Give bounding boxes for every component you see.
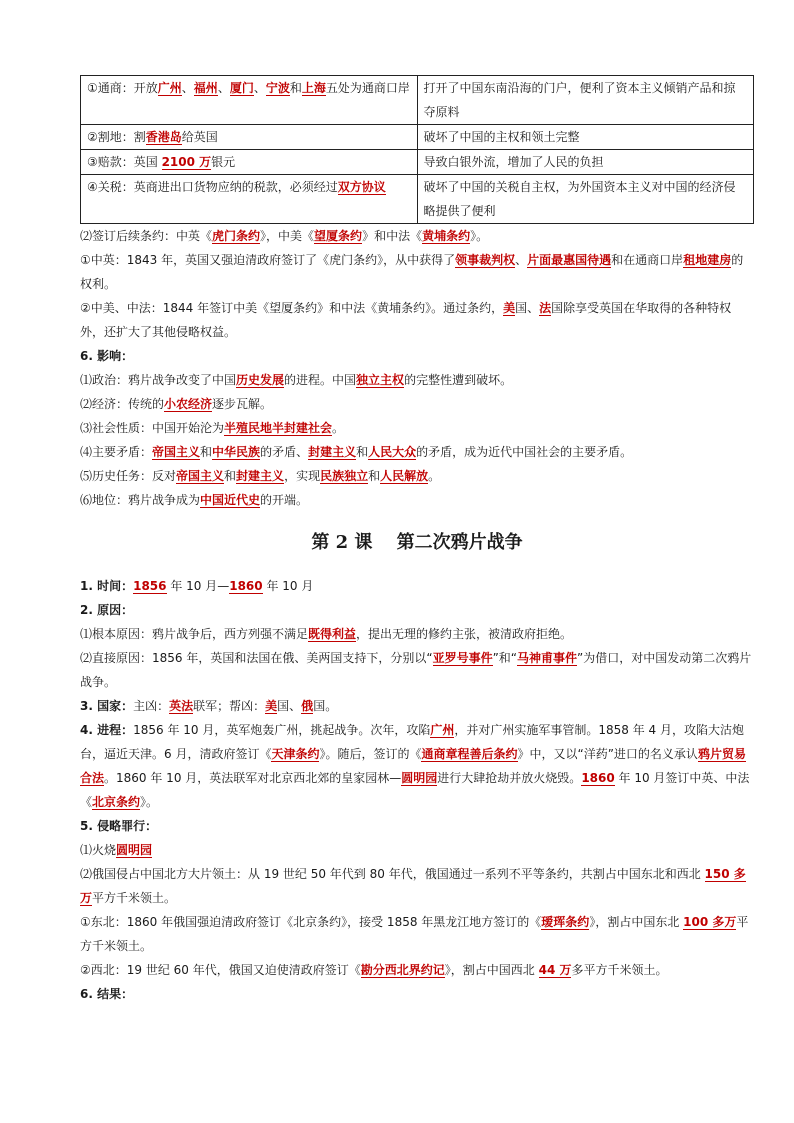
treaty-table — [80, 75, 754, 224]
paragraph: ②西北：19 世纪 60 年代，俄国又迫使清政府签订《勘分西北界约记》，割占中国西北 44 万多平方千米领土。 — [80, 963, 668, 977]
lesson-title: 第 2 课 第二次鸦片战争 — [311, 532, 523, 553]
key-term: 厦门 — [229, 81, 254, 95]
key-term: 2100 万 — [161, 155, 212, 169]
key-term: 1860 — [581, 771, 615, 785]
key-term: 既得利益 — [308, 627, 357, 641]
table-row — [81, 150, 754, 175]
paragraph: ⑹地位：鸦片战争成为中国近代史的开端。 — [80, 493, 309, 507]
key-term: 法 — [539, 301, 552, 315]
paragraph: ⑵经济：传统的小农经济逐步瓦解。 — [80, 397, 273, 411]
key-term: 马神甫事件 — [517, 651, 578, 665]
item-heading: 3. 国家： — [80, 699, 134, 713]
table-row — [81, 175, 754, 224]
key-term: 英法 — [169, 699, 194, 713]
key-term: 双方协议 — [337, 180, 386, 194]
key-term: 领事裁判权 — [455, 253, 516, 267]
paragraph: ⑸历史任务：反对帝国主义和封建主义，实现民族独立和人民解放。 — [80, 469, 441, 483]
impact-cell: 导致白银外流，增加了人民的负担 — [417, 150, 754, 175]
key-term: 黄埔条约 — [422, 229, 471, 243]
treaty-clause-cell: ②割地：割香港岛给英国 — [81, 125, 418, 150]
key-term: 广州 — [430, 723, 455, 737]
key-term: 宁波 — [265, 81, 290, 95]
key-term: 瑷珲条约 — [541, 915, 590, 929]
treaty-clause-cell: ①通商：开放广州、福州、厦门、宁波和上海五处为通商口岸 — [81, 76, 418, 125]
section-heading: 5. 侵略罪行： — [80, 819, 158, 833]
key-term: 小农经济 — [164, 397, 213, 411]
key-term: 民族独立 — [320, 469, 369, 483]
section-heading: 2. 原因： — [80, 603, 134, 617]
impact-cell: 破坏了中国的关税自主权，为外国资本主义对中国的经济侵略提供了便利 — [417, 175, 754, 224]
paragraph: ⑴火烧圆明园 — [80, 843, 153, 857]
section-heading: 6. 影响： — [80, 349, 134, 363]
key-term: 美 — [503, 301, 516, 315]
key-term: 半殖民地半封建社会 — [224, 421, 333, 435]
key-term: 1856 — [133, 579, 167, 593]
key-term: 历史发展 — [236, 373, 285, 387]
key-term: 望厦条约 — [314, 229, 363, 243]
paragraph: ⑶社会性质：中国开始沦为半殖民地半封建社会。 — [80, 421, 345, 435]
key-term: 44 万 — [538, 963, 572, 977]
key-term: 上海 — [301, 81, 326, 95]
key-term: 通商章程善后条约 — [421, 747, 518, 761]
key-term: 封建主义 — [236, 469, 285, 483]
key-term: 片面最惠国待遇 — [527, 253, 612, 267]
paragraph: ⑵签订后续条约：中英《虎门条约》，中美《望厦条约》和中法《黄埔条约》。 — [80, 229, 489, 243]
paragraph: ⑴根本原因：鸦片战争后，西方列强不满足既得利益，提出无理的修约主张，被清政府拒绝。 — [80, 627, 573, 641]
paragraph: 1. 时间：1856 年 10 月—1860 年 10 月 — [80, 579, 314, 593]
key-term: 人民解放 — [380, 469, 429, 483]
key-term: 帝国主义 — [152, 445, 201, 459]
section-heading: 6. 结果： — [80, 987, 134, 1001]
paragraph: ①东北：1860 年俄国强迫清政府签订《北京条约》，接受 1858 年黑龙江地方签订的《瑷珲条约》，割占中国东北 100 多万平方千米领土。 — [80, 915, 749, 953]
page — [80, 75, 754, 1006]
key-term: 100 多万 — [683, 915, 737, 929]
key-term: 中华民族 — [212, 445, 261, 459]
table-row — [81, 125, 754, 150]
item-heading: 4. 进程： — [80, 723, 134, 737]
key-term: 圆明园 — [116, 843, 153, 857]
paragraph: 3. 国家：主凶：英法联军；帮凶：美国、俄国。 — [80, 699, 338, 713]
key-term: 天津条约 — [271, 747, 320, 761]
key-term: 租地建房 — [683, 253, 732, 267]
key-term: 圆明园 — [401, 771, 438, 785]
key-term: 独立主权 — [356, 373, 405, 387]
key-term: 鸦片贸易合法 — [80, 747, 746, 785]
key-term: 人民大众 — [368, 445, 417, 459]
paragraph: ①中英：1843 年，英国又强迫清政府签订了《虎门条约》，从中获得了领事裁判权、片面最惠国待遇和在通商口岸租地建房的权利。 — [80, 253, 744, 291]
key-term: 虎门条约 — [212, 229, 261, 243]
key-term: 广州 — [157, 81, 182, 95]
table-row — [81, 76, 754, 125]
section-treaty-aftermath — [80, 224, 754, 512]
item-heading: 1. 时间： — [80, 579, 134, 593]
key-term: 中国近代史 — [200, 493, 261, 507]
paragraph: ⑵直接原因：1856 年，英国和法国在俄、美两国支持下，分别以“亚罗号事件”和“马神甫事件”为借口，对中国发动第二次鸦片战争。 — [80, 651, 752, 689]
paragraph: ⑵俄国侵占中国北方大片领土：从 19 世纪 50 年代到 80 年代，俄国通过一系列不平等条约，共割占中国东北和西北 150 多万平方千米领土。 — [80, 867, 746, 905]
paragraph: 4. 进程：1856 年 10 月，英军炮轰广州，挑起战争。次年，攻陷广州，并对广州实施军事管制。1858 年 4 月，攻陷大沽炮台，逼近天津。6 月，清政府签订《天津条约》。随后，签订的《通商章程善后条约》中，又以“洋药”进口的名义承认鸦片贸易合法。1860 年 10 月，英法联军对北京西北郊的皇家园林—圆明园进行大肆抢劫并放火烧毁。1860 年 10 月签订中英、中法《北京条约》。 — [80, 723, 750, 809]
section-second-opium-war — [80, 574, 754, 1006]
key-term: 1860 — [229, 579, 263, 593]
paragraph: ⑴政治：鸦片战争改变了中国历史发展的进程。中国独立主权的完整性遭到破坏。 — [80, 373, 513, 387]
impact-cell: 破坏了中国的主权和领土完整 — [417, 125, 754, 150]
treaty-clause-cell: ④关税：英商进出口货物应纳的税款，必须经过双方协议 — [81, 175, 418, 224]
key-term: 亚罗号事件 — [432, 651, 493, 665]
treaty-clause-cell: ③赔款：英国 2100 万银元 — [81, 150, 418, 175]
key-term: 香港岛 — [145, 130, 182, 144]
impact-cell: 打开了中国东南沿海的门户，便利了资本主义倾销产品和掠夺原料 — [417, 76, 754, 125]
paragraph: ⑷主要矛盾：帝国主义和中华民族的矛盾、封建主义和人民大众的矛盾，成为近代中国社会的主要矛盾。 — [80, 445, 633, 459]
key-term: 俄 — [301, 699, 314, 713]
key-term: 福州 — [193, 81, 218, 95]
key-term: 北京条约 — [92, 795, 141, 809]
paragraph: ②中美、中法：1844 年签订中美《望厦条约》和中法《黄埔条约》。通过条约，美国、法国除享受英国在华取得的各种特权外，还扩大了其他侵略权益。 — [80, 301, 732, 339]
key-term: 帝国主义 — [176, 469, 225, 483]
key-term: 勘分西北界约记 — [360, 963, 445, 977]
key-term: 封建主义 — [308, 445, 357, 459]
key-term: 150 多万 — [80, 867, 746, 905]
key-term: 美 — [265, 699, 278, 713]
